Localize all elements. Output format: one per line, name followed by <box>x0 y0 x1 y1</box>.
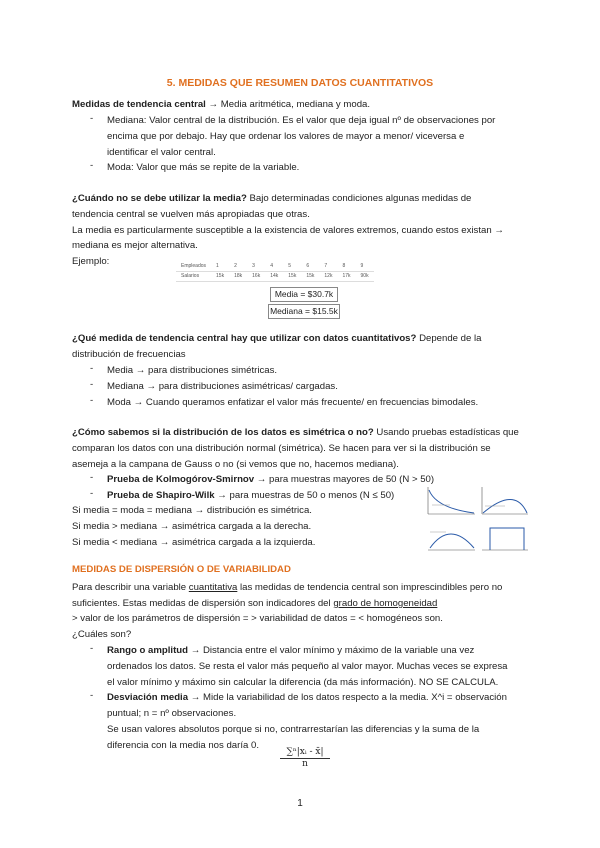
which-item-mediana: Mediana → para distribuciones asimétricas/ cargadas. <box>107 381 338 392</box>
dist-bimodal <box>428 532 475 550</box>
formula-numerator: ∑ⁿ|xᵢ - x̄| <box>280 747 330 759</box>
disp-line-4: ¿Cuáles son? <box>72 629 132 640</box>
desv-name: Desviación media <box>107 692 189 703</box>
test-kolmogorov-rest: → para muestras mayores de 50 (N > 50) <box>256 474 435 485</box>
rango-line-2: ordenados los datos. Se resta el valor más pequeño al valor mayor. Muchas veces se expresa <box>107 661 508 672</box>
table-cell: 3 <box>247 262 265 272</box>
table-cell: Empleados <box>176 262 211 272</box>
dist-uniform <box>482 528 528 550</box>
table-cell: 8 <box>337 262 355 272</box>
disp-line-1 <box>72 580 502 596</box>
test-kolmogorov <box>107 472 434 488</box>
bullet-dash: - <box>90 395 94 406</box>
table-cell: 90k <box>356 272 374 282</box>
disp-underline-homogeneidad: grado de homogeneidad <box>333 598 438 609</box>
desv-rest: → Mide la variabilidad de los datos respecto a la media. X^i = observación <box>190 692 507 703</box>
desv-line-3: Se usan valores absolutos porque si no, contrarrestarían las diferencias y la suma de la <box>107 724 480 735</box>
dist-right-skew <box>428 487 475 514</box>
dist-left-skew <box>482 487 528 514</box>
central-heading-rest: → Media aritmética, mediana y moda. <box>208 99 371 110</box>
when-answer-1: Bajo determinadas condiciones algunas medidas de <box>249 193 472 204</box>
disp-line-2a: suficientes. Estas medidas de dispersión son indicadores del <box>72 598 331 609</box>
sym-line-2: comparan los datos con una distribución normal (simétrica). Se hacen para ver si la distribución se <box>72 443 491 454</box>
bullet-dash: - <box>90 488 94 499</box>
rango-line-1 <box>107 643 474 659</box>
which-item-moda: Moda → Cuando queramos enfatizar el valor más frecuente/ en frecuencias bimodales. <box>107 397 479 408</box>
table-cell: Salarios <box>176 272 211 282</box>
desv-line-2: puntual; n = nº observaciones. <box>107 708 237 719</box>
page-number: 1 <box>297 798 303 809</box>
bullet-dash: - <box>90 160 94 171</box>
table-cell: 6 <box>301 262 319 272</box>
example-table <box>176 262 374 282</box>
table-cell: 7 <box>319 262 337 272</box>
which-answer-1: Depende de la <box>419 333 482 344</box>
rango-line-3: el valor mínimo y máximo sin calcular la diferencia (da más información). NO SE CALCULA. <box>107 677 499 688</box>
when-question: ¿Cuándo no se debe utilizar la media? <box>72 193 247 204</box>
sym-question: ¿Cómo sabemos si la distribución de los datos es simétrica o no? <box>72 427 374 438</box>
central-heading-line <box>72 97 370 113</box>
table-row <box>176 272 374 282</box>
sym-line-3: asemeja a la campana de Gauss o no (si vemos que no, hacemos mediana). <box>72 459 399 470</box>
bullet-dash: - <box>90 113 94 124</box>
bullet-dash: - <box>90 690 94 701</box>
test-shapiro <box>107 488 394 504</box>
rango-name: Rango o amplitud <box>107 645 189 656</box>
dispersion-heading: MEDIDAS DE DISPERSIÓN O DE VARIABILIDAD <box>72 564 291 575</box>
central-heading: Medidas de tendencia central <box>72 99 206 110</box>
ejemplo-label: Ejemplo: <box>72 256 110 267</box>
table-row <box>176 262 374 272</box>
sym-answer-1: Usando pruebas estadísticas que <box>376 427 519 438</box>
table-cell: 5 <box>283 262 301 272</box>
mediana-box: Mediana = $15.5k <box>268 304 340 319</box>
when-line-3: La media es particularmente susceptible a la existencia de valores extremos, cuando estos existan → <box>72 225 504 236</box>
section-title: 5. MEDIDAS QUE RESUMEN DATOS CUANTITATIVOS <box>166 77 434 89</box>
table-cell: 17k <box>337 272 355 282</box>
table-cell: 18k <box>229 272 247 282</box>
disp-line-2 <box>72 596 437 612</box>
table-cell: 15k <box>283 272 301 282</box>
formula <box>280 747 330 769</box>
rango-rest: → Distancia entre el valor mínimo y máximo de la variable una vez <box>190 645 475 656</box>
disp-underline-cuantitativa: cuantitativa <box>188 582 238 593</box>
disp-line-3: > valor de los parámetros de dispersión = > variabilidad de datos = < homogéneos son. <box>72 613 443 624</box>
mediana-line-3: identificar el valor central. <box>107 147 216 158</box>
table-cell: 2 <box>229 262 247 272</box>
table-cell: 4 <box>265 262 283 272</box>
which-item-media: Media → para distribuciones simétricas. <box>107 365 278 376</box>
disp-line-1a: Para describir una variable <box>72 582 187 593</box>
mediana-line-2: encima que por debajo. Hay que ordenar los valores de mayor a menor/ viceversa e <box>107 131 465 142</box>
test-shapiro-name: Prueba de Shapiro-Wilk <box>107 490 215 501</box>
table-cell: 16k <box>247 272 265 282</box>
when-line-4: mediana es mejor alternativa. <box>72 240 198 251</box>
which-question: ¿Qué medida de tendencia central hay que utilizar con datos cuantitativos? <box>72 333 417 344</box>
table-cell: 15k <box>301 272 319 282</box>
desv-line-1 <box>107 690 507 706</box>
disp-line-1b: las medidas de tendencia central son imprescindibles pero no <box>240 582 503 593</box>
table-cell: 12k <box>319 272 337 282</box>
bullet-dash: - <box>90 643 94 654</box>
sym-line-1 <box>72 425 519 441</box>
mediana-line-1: Mediana: Valor central de la distribución. Es el valor que deja igual nº de observaciones por <box>107 115 496 126</box>
test-shapiro-rest: → para muestras de 50 o menos (N ≤ 50) <box>217 490 395 501</box>
media-box: Media = $30.7k <box>270 287 338 302</box>
bullet-dash: - <box>90 363 94 374</box>
table-cell: 14k <box>265 272 283 282</box>
table-cell: 1 <box>211 262 229 272</box>
table-cell: 15k <box>211 272 229 282</box>
sym-rule-2: Si media > mediana → asimétrica cargada a la derecha. <box>72 521 312 532</box>
moda-line: Moda: Valor que más se repite de la variable. <box>107 162 300 173</box>
bullet-dash: - <box>90 379 94 390</box>
sym-rule-3: Si media < mediana → asimétrica cargada a la izquierda. <box>72 537 316 548</box>
when-line-1 <box>72 191 471 207</box>
which-line-2: distribución de frecuencias <box>72 349 186 360</box>
desv-line-4: diferencia con la media nos daría 0. <box>107 740 259 751</box>
which-line-1 <box>72 331 481 347</box>
bullet-dash: - <box>90 472 94 483</box>
when-line-2: tendencia central se vuelven más apropiadas que otras. <box>72 209 310 220</box>
test-kolmogorov-name: Prueba de Kolmogórov-Smirnov <box>107 474 255 485</box>
distribution-shapes-figure <box>420 484 530 554</box>
example-table-wrap <box>176 262 374 282</box>
table-cell: 9 <box>356 262 374 272</box>
sym-rule-1: Si media = moda = mediana → distribución es simétrica. <box>72 505 312 516</box>
formula-denominator: n <box>302 759 308 769</box>
